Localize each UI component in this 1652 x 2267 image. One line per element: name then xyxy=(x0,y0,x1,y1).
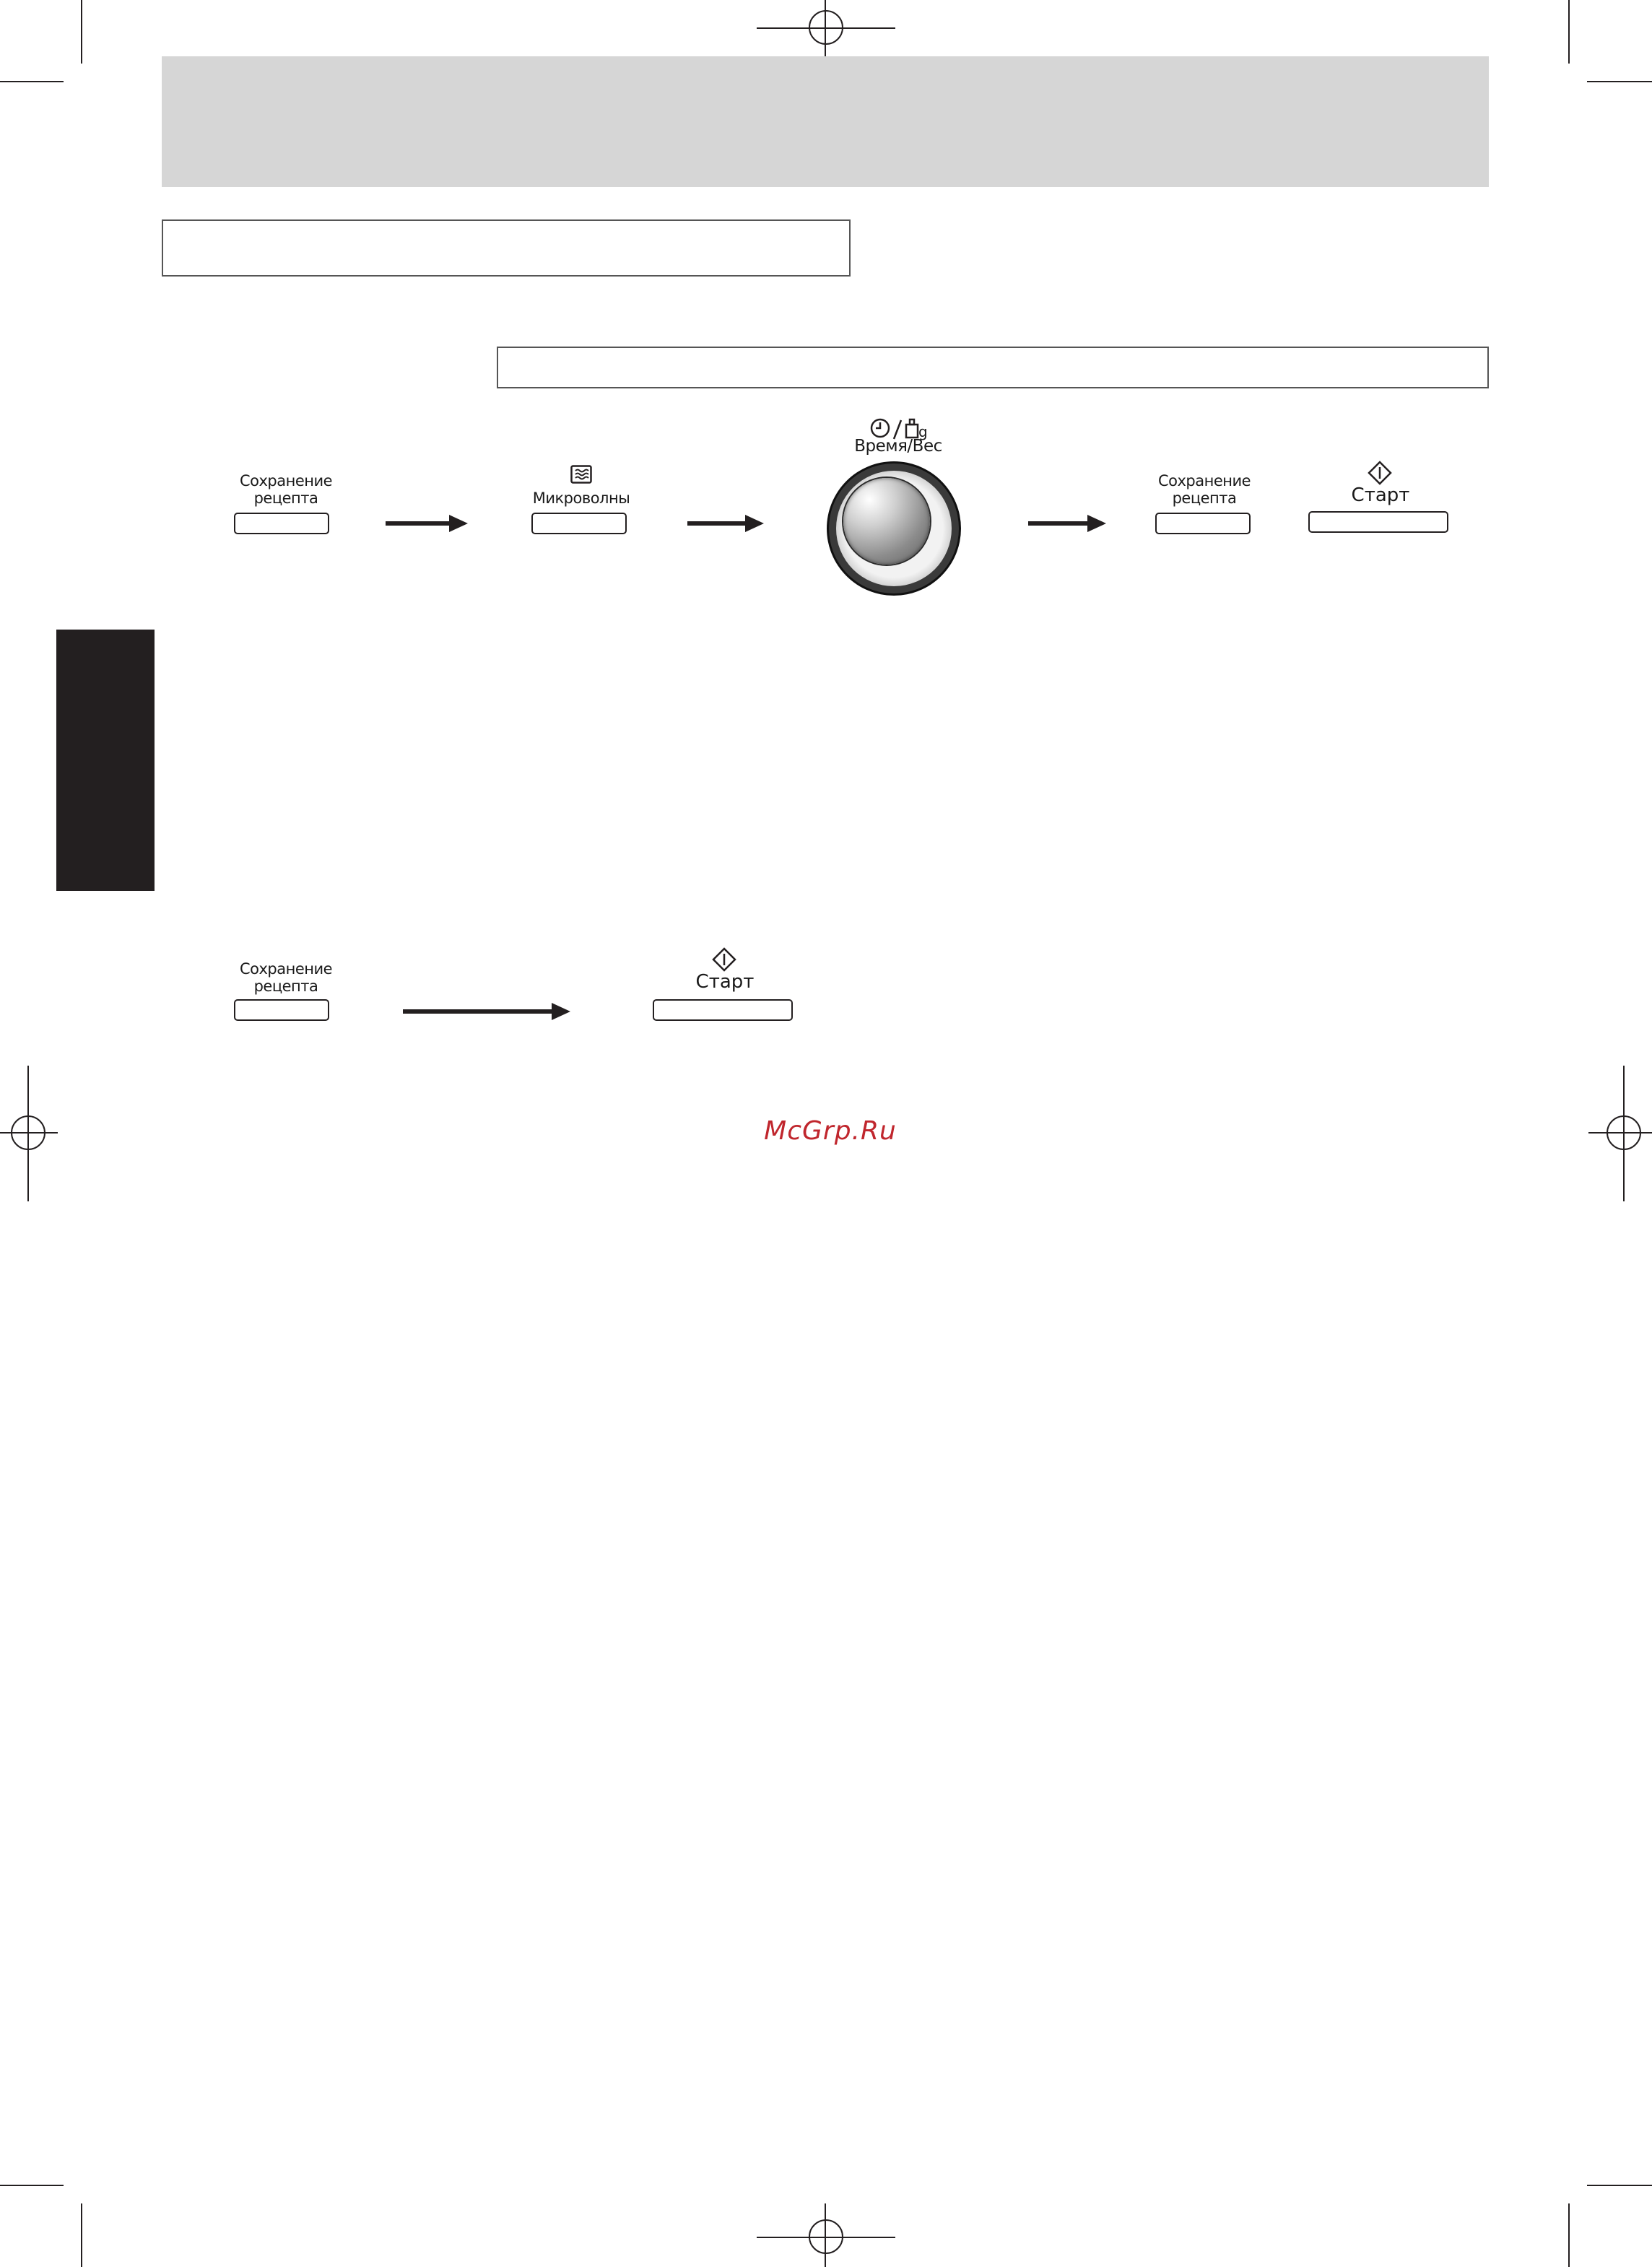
crop-mark-bottom-left-v xyxy=(81,2203,82,2267)
registration-left-circle xyxy=(11,1115,45,1150)
recipe-save-label-2: Сохранение рецепта xyxy=(1157,472,1251,507)
time-weight-dial[interactable] xyxy=(829,464,959,593)
clock-icon xyxy=(869,417,891,439)
microwave-button[interactable] xyxy=(531,513,627,534)
start-button-2[interactable] xyxy=(653,999,793,1021)
header-band xyxy=(162,56,1489,187)
start-icon xyxy=(1368,461,1392,485)
weight-g-label: g xyxy=(918,423,928,440)
registration-bottom-circle xyxy=(809,2219,843,2254)
start-label-1: Старт xyxy=(1351,484,1410,506)
crop-mark-bottom-right-v xyxy=(1568,2203,1570,2267)
recipe-save-label-1: Сохранение рецепта xyxy=(239,472,333,507)
crop-mark-bottom-right-h xyxy=(1587,2185,1652,2186)
start-label-2: Старт xyxy=(695,971,755,993)
crop-mark-top-right-h xyxy=(1587,81,1652,82)
microwave-icon xyxy=(570,465,592,484)
subsection-title-box xyxy=(497,347,1489,388)
crop-mark-top-left-h xyxy=(0,81,64,82)
arrow-4 xyxy=(403,1009,555,1014)
time-weight-label: Время/Вес xyxy=(854,437,942,456)
start-button-1[interactable] xyxy=(1308,511,1448,533)
side-tab xyxy=(56,630,155,891)
arrow-3 xyxy=(1028,521,1090,526)
recipe-save-button-1[interactable] xyxy=(234,513,329,534)
watermark: McGrp.Ru xyxy=(764,1116,897,1146)
recipe-save-button-2[interactable] xyxy=(1155,513,1251,534)
registration-right-circle xyxy=(1607,1115,1641,1150)
dial-knob[interactable] xyxy=(843,478,930,565)
crop-mark-top-left-v xyxy=(81,0,82,64)
arrow-2 xyxy=(687,521,748,526)
weight-icon xyxy=(904,417,920,439)
section-title-box xyxy=(162,219,851,277)
arrow-1 xyxy=(386,521,452,526)
start-icon-2 xyxy=(712,947,736,972)
recipe-save-button-3[interactable] xyxy=(234,999,329,1021)
registration-top-circle xyxy=(809,10,843,45)
crop-mark-top-right-v xyxy=(1568,0,1570,64)
crop-mark-bottom-left-h xyxy=(0,2185,64,2186)
recipe-save-label-3: Сохранение рецепта xyxy=(239,960,333,995)
microwave-label: Микроволны xyxy=(532,489,630,507)
